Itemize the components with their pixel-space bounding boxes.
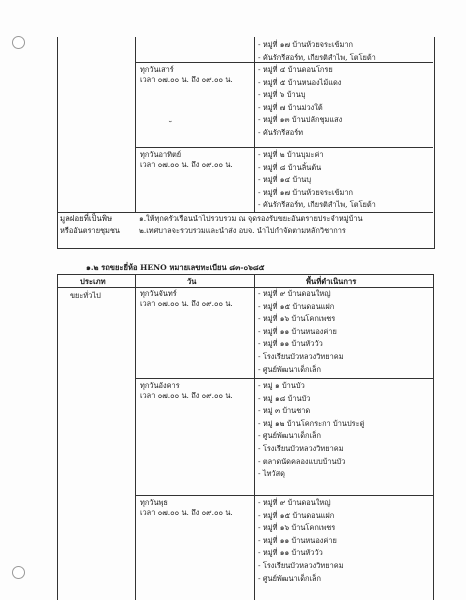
day-label: ทุกวันเสาร์ bbox=[140, 65, 174, 74]
village-item: - โรงเรียนบัวหลวงวิทยาคม bbox=[258, 443, 344, 453]
saturday-schedule bbox=[140, 64, 233, 86]
village-item: - หมู่ที่ ๑๖ บ้านโคกเพชร bbox=[258, 523, 336, 533]
village-item: - หมู่ที่ ๘ บ้านลิ้นต้น bbox=[258, 162, 322, 172]
village-item: - หมู่ที่ ๖ บ้านบุ bbox=[258, 90, 306, 100]
sunday-schedule bbox=[140, 149, 233, 171]
village-item: - หมู่ที่ ๕ บ้านหนองไม้แดง bbox=[258, 77, 342, 87]
bottom-table-col-divider-2 bbox=[254, 274, 255, 600]
hazard-type-line: หรืออันตรายชุมชน bbox=[60, 225, 120, 235]
hazard-instruction: ๒.เทศบาลจะรวบรวมและนำส่ง อบจ. นำไปกำจัดตามหลักวิชาการ bbox=[139, 225, 346, 235]
punch-hole-top bbox=[12, 36, 25, 49]
saturday-village-list bbox=[258, 64, 342, 140]
top-table-col-divider-1 bbox=[135, 37, 136, 212]
village-item: - ศูนย์พัฒนาเด็กเล็ก bbox=[258, 364, 322, 374]
village-item: - หมู่ ๑๘ บ้านบัว bbox=[258, 393, 311, 403]
village-item: - หมู่ที่ ๔ บ้านดอนโกรย bbox=[258, 65, 333, 74]
day-label: ทุกวันจันทร์ bbox=[140, 289, 177, 298]
bottom-table-col-divider-1 bbox=[135, 274, 136, 600]
hazard-instruction: ๑.ให้ทุกครัวเรือนนำไปรวบรวม ณ จุดรองรับขยะอันตรายประจำหมู่บ้าน bbox=[139, 214, 363, 223]
section-title: ๑.๒ รถขยะยี่ห้อ HENO หมายเลขทะเบียน ๘๓-๐๖๘๕ bbox=[86, 263, 265, 272]
day-label: ทุกวันอาทิตย์ bbox=[140, 150, 182, 159]
village-item: - หมู่ที่ ๙ บ้านดอนใหญ่ bbox=[258, 498, 331, 507]
top-table-row-divider-2 bbox=[135, 147, 433, 148]
village-item: - คันรักรีสอร์ท, เกียรติสำไพ, โตโยต้า bbox=[258, 200, 376, 210]
tuesday-schedule bbox=[140, 380, 233, 402]
wednesday-village-list bbox=[258, 497, 344, 585]
village-item: - หมู่ที่ ๑๔ บ้านบุ bbox=[258, 175, 312, 185]
village-item: - หมู่ ๑๒ บ้านโคกระกา บ้านประดู่ bbox=[258, 418, 365, 428]
village-item: - หมู่ที่ ๑๗ บ้านห้วยจระเข้มาก bbox=[258, 187, 353, 197]
village-item: - ศูนย์พัฒนาเด็กเล็ก bbox=[258, 431, 322, 441]
top-table-col-divider-2 bbox=[254, 37, 255, 212]
bottom-table-row-divider-1 bbox=[135, 378, 433, 379]
continued-village-list bbox=[258, 39, 376, 64]
time-label: เวลา ๐๗.๐๐ น. ถึง ๐๙.๐๐ น. bbox=[140, 507, 233, 517]
bottom-table-left-border bbox=[57, 274, 58, 600]
column-header-day: วัน bbox=[187, 277, 197, 286]
village-item: - หมู่ที่ ๙ บ้านดอนใหญ่ bbox=[258, 289, 331, 298]
village-item: - หมู่ที่ ๑๕ บ้านดอนแฝก bbox=[258, 301, 335, 311]
village-item: - หมู่ ๑ บ้านบัว bbox=[258, 381, 305, 390]
village-item: - หมู่ที่ ๑๗ บ้านห้วยจระเข้มาก bbox=[258, 40, 353, 49]
village-item: - ศูนย์พัฒนาเด็กเล็ก bbox=[258, 573, 322, 583]
day-label: ทุกวันพุธ bbox=[140, 498, 168, 507]
bottom-table-right-border bbox=[433, 274, 434, 600]
waste-type-label: ขยะทั่วไป bbox=[70, 291, 101, 300]
hazard-type-line: มูลฝอยที่เป็นพิษ bbox=[60, 214, 113, 223]
bottom-table-header-border bbox=[57, 287, 433, 288]
hazard-instructions bbox=[139, 213, 363, 237]
village-item: - หมู่ที่ ๑๕ บ้านดอนแฝก bbox=[258, 510, 335, 520]
time-label: เวลา ๐๗.๐๐ น. ถึง ๐๙.๐๐ น. bbox=[140, 298, 233, 308]
sunday-village-list bbox=[258, 149, 376, 212]
village-item: - หมู่ ๓ บ้านชาด bbox=[258, 406, 311, 416]
monday-schedule bbox=[140, 288, 233, 310]
wednesday-schedule bbox=[140, 497, 233, 519]
village-item: - หมู่ที่ ๑๖ บ้านโคกเพชร bbox=[258, 314, 336, 324]
village-item: - หมู่ที่ ๑๓ บ้านปลักชุมแสง bbox=[258, 115, 343, 125]
day-label: ทุกวันอังคาร bbox=[140, 381, 180, 390]
village-item: - คันรักรีสอร์ท bbox=[258, 127, 304, 137]
village-item: - โรงเรียนบัวหลวงวิทยาคม bbox=[258, 560, 344, 570]
village-item: - ตลาดนัดคลองแบบบ้านบัว bbox=[258, 456, 346, 466]
village-item: - หมู่ที่ ๑๑ บ้านหนองค่าย bbox=[258, 535, 337, 545]
ink-mark: ˘ bbox=[168, 121, 173, 131]
hazard-waste-type bbox=[60, 213, 120, 237]
village-item: - หมู่ที่ ๗ บ้านม่วงใต้ bbox=[258, 102, 323, 112]
column-header-type: ประเภท bbox=[80, 277, 106, 286]
tuesday-village-list bbox=[258, 380, 364, 481]
monday-village-list bbox=[258, 288, 344, 376]
time-label: เวลา ๐๗.๐๐ น. ถึง ๐๙.๐๐ น. bbox=[140, 159, 233, 169]
village-item: - โรงเรียนบัวหลวงวิทยาคม bbox=[258, 351, 344, 361]
time-label: เวลา ๐๗.๐๐ น. ถึง ๐๙.๐๐ น. bbox=[140, 74, 233, 84]
bottom-table-top-border bbox=[57, 274, 433, 275]
village-item: - หมู่ที่ ๑๑ บ้านหนองค่าย bbox=[258, 326, 337, 336]
bottom-table-row-divider-2 bbox=[135, 495, 433, 496]
punch-hole-bottom bbox=[12, 566, 25, 579]
village-item: - หมู่ที่ ๑๑ บ้านหัววัว bbox=[258, 548, 323, 558]
column-header-area: พื้นที่ดำเนินการ bbox=[306, 277, 357, 286]
village-item: - ไทวัสดุ bbox=[258, 469, 285, 479]
village-item: - หมู่ที่ ๒ บ้านบุมะค่า bbox=[258, 150, 324, 159]
time-label: เวลา ๐๗.๐๐ น. ถึง ๐๙.๐๐ น. bbox=[140, 390, 233, 400]
village-item: - คันรักรีสอร์ท, เกียรติสำไพ, โตโยต้า bbox=[258, 52, 376, 62]
village-item: - หมู่ที่ ๑๑ บ้านหัววัว bbox=[258, 339, 323, 349]
